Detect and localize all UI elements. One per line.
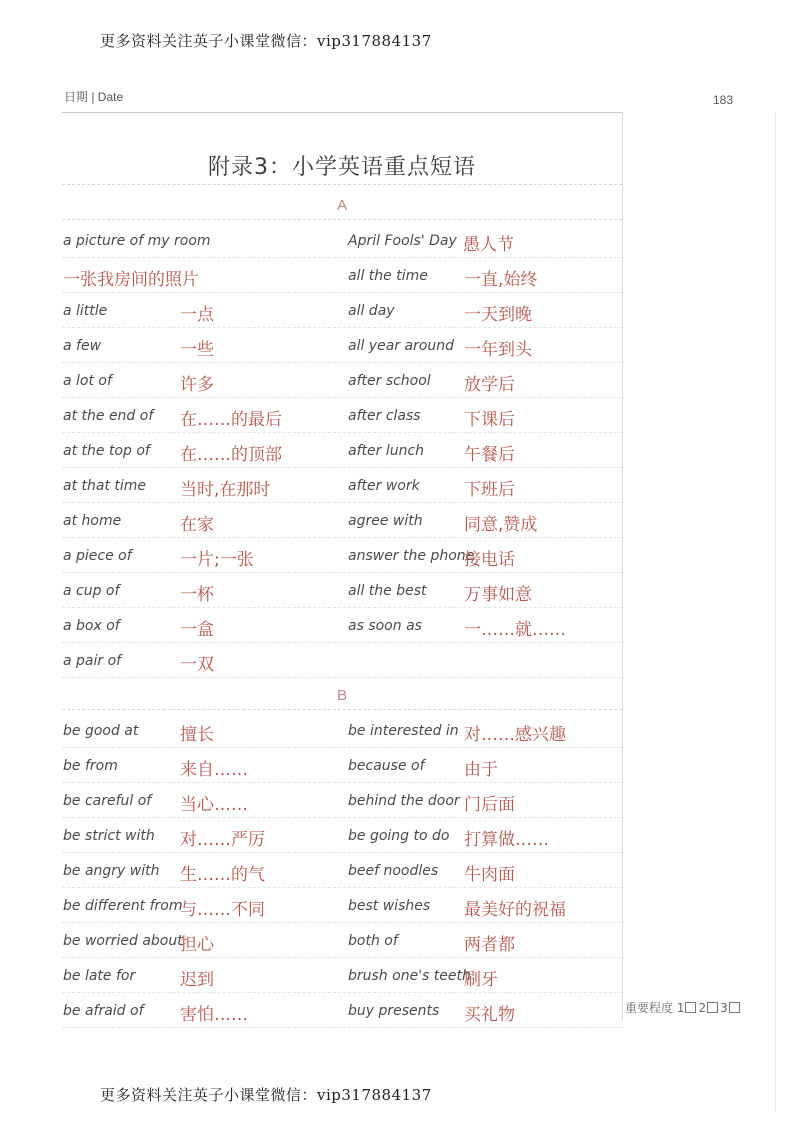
phrase-english: at home <box>63 513 122 529</box>
phrase-english: answer the phone <box>348 548 475 564</box>
phrase-chinese: 擅长 <box>180 725 214 745</box>
importance-rating <box>625 999 742 1016</box>
row-rule <box>62 502 622 503</box>
row-rule <box>62 887 622 888</box>
row-rule <box>62 292 622 293</box>
row-rule <box>62 537 622 538</box>
header-rule <box>62 112 622 113</box>
row-rule <box>62 257 622 258</box>
phrase-english: all day <box>348 303 395 319</box>
phrase-chinese: 一年到头 <box>464 340 532 360</box>
phrase-english: a piece of <box>63 548 132 564</box>
phrase-english: a few <box>63 338 102 354</box>
title-rule <box>62 184 622 185</box>
row-rule <box>62 432 622 433</box>
row-rule <box>62 957 622 958</box>
row-rule <box>62 852 622 853</box>
phrase-english: all the time <box>348 268 428 284</box>
checkbox-icon[interactable] <box>707 1002 718 1013</box>
phrase-english: be strict with <box>63 828 155 844</box>
phrase-english: beef noodles <box>348 863 439 879</box>
phrase-chinese: 打算做…… <box>464 830 549 850</box>
phrase-chinese: 当心…… <box>180 795 248 815</box>
importance-label: 重要程度 <box>625 1001 674 1015</box>
phrase-chinese: 午餐后 <box>464 445 515 465</box>
section-letter: A <box>336 197 347 214</box>
phrase-english: be worried about <box>63 933 183 949</box>
checkbox-icon[interactable] <box>729 1002 740 1013</box>
row-rule <box>62 642 622 643</box>
phrase-chinese: 放学后 <box>464 375 515 395</box>
phrase-chinese: 迟到 <box>180 970 214 990</box>
importance-level-3: 3 <box>720 1001 728 1015</box>
phrase-chinese: 由于 <box>464 760 498 780</box>
row-rule <box>62 467 622 468</box>
phrase-chinese: 下班后 <box>464 480 515 500</box>
phrase-chinese: 在家 <box>180 515 214 535</box>
phrase-chinese: 害怕…… <box>180 1005 248 1025</box>
page-number: 183 <box>713 93 734 107</box>
row-rule <box>62 572 622 573</box>
phrase-english: be afraid of <box>63 1003 144 1019</box>
phrase-chinese: 一点 <box>180 305 214 325</box>
phrase-chinese: 万事如意 <box>464 585 532 605</box>
margin-rule <box>622 112 623 1020</box>
phrase-chinese: 一……就…… <box>464 620 566 640</box>
phrase-english: both of <box>348 933 398 949</box>
section-rule <box>62 709 622 710</box>
phrase-chinese: 一片;一张 <box>180 550 254 570</box>
phrase-chinese: 一直,始终 <box>464 270 538 290</box>
phrase-english: after class <box>348 408 421 424</box>
phrase-chinese: 同意,赞成 <box>464 515 538 535</box>
row-rule <box>62 362 622 363</box>
phrase-english: be going to do <box>348 828 450 844</box>
phrase-english: after lunch <box>348 443 425 459</box>
importance-level-2: 2 <box>698 1001 707 1015</box>
phrase-chinese: 与……不同 <box>180 900 265 920</box>
date-label: 日期 | Date <box>64 90 124 104</box>
section-letter: B <box>336 687 347 704</box>
phrase-chinese: 在……的最后 <box>180 410 282 430</box>
phrase-english: be good at <box>63 723 139 739</box>
phrase-english: at the top of <box>63 443 150 459</box>
phrase-english: be from <box>63 758 118 774</box>
phrase-chinese: 一天到晚 <box>464 305 532 325</box>
phrase-chinese: 买礼物 <box>464 1005 515 1025</box>
row-rule <box>62 782 622 783</box>
phrase-english: be different from <box>63 898 183 914</box>
phrase-chinese: 一些 <box>180 340 214 360</box>
phrase-english: as soon as <box>348 618 422 634</box>
phrase-chinese: 接电话 <box>464 550 515 570</box>
phrase-chinese: 对……严厉 <box>180 830 265 850</box>
phrase-english: at that time <box>63 478 147 494</box>
row-rule <box>62 1027 622 1028</box>
phrase-chinese: 一盒 <box>180 620 214 640</box>
phrase-english: all year around <box>348 338 455 354</box>
phrase-english: agree with <box>348 513 423 529</box>
phrase-chinese: 门后面 <box>464 795 515 815</box>
phrase-chinese: 一张我房间的照片 <box>63 270 199 290</box>
row-rule <box>62 607 622 608</box>
section-rule <box>62 219 622 220</box>
phrase-chinese: 牛肉面 <box>464 865 515 885</box>
phrase-english: be careful of <box>63 793 152 809</box>
phrase-chinese: 许多 <box>180 375 214 395</box>
phrase-english: buy presents <box>348 1003 440 1019</box>
phrase-english: a picture of my room <box>63 233 211 249</box>
row-rule <box>62 677 622 678</box>
phrase-chinese: 愚人节 <box>463 235 514 255</box>
banner-bottom: 更多资料关注英子小课堂微信：vip317884137 <box>100 1086 432 1104</box>
checkbox-icon[interactable] <box>685 1002 696 1013</box>
phrase-chinese: 最美好的祝福 <box>464 900 566 920</box>
phrase-chinese: 下课后 <box>464 410 515 430</box>
phrase-english: be interested in <box>348 723 459 739</box>
phrase-english: a little <box>63 303 108 319</box>
page-title: 附录3：小学英语重点短语 <box>208 155 476 180</box>
phrase-english: be angry with <box>63 863 160 879</box>
phrase-english: behind the door <box>348 793 460 809</box>
row-rule <box>62 327 622 328</box>
phrase-chinese: 来自…… <box>180 760 248 780</box>
phrase-english: a cup of <box>63 583 120 599</box>
phrase-english: all the best <box>348 583 427 599</box>
phrase-chinese: 刷牙 <box>464 970 498 990</box>
phrase-chinese: 在……的顶部 <box>180 445 282 465</box>
phrase-chinese: 一杯 <box>180 585 214 605</box>
importance-level-1: 1 <box>676 1001 685 1015</box>
row-rule <box>62 397 622 398</box>
phrase-chinese: 两者都 <box>464 935 515 955</box>
phrase-english: a lot of <box>63 373 112 389</box>
phrase-english: April Fools' Day <box>348 233 457 249</box>
phrase-english: after school <box>348 373 431 389</box>
phrase-chinese: 担心 <box>180 935 214 955</box>
phrase-english: a pair of <box>63 653 122 669</box>
page-edge <box>775 112 776 1112</box>
banner-top: 更多资料关注英子小课堂微信：vip317884137 <box>100 32 432 50</box>
phrase-english: after work <box>348 478 420 494</box>
row-rule <box>62 922 622 923</box>
row-rule <box>62 992 622 993</box>
phrase-english: be late for <box>63 968 136 984</box>
phrase-chinese: 对……感兴趣 <box>464 725 566 745</box>
row-rule <box>62 747 622 748</box>
phrase-chinese: 当时,在那时 <box>180 480 271 500</box>
phrase-english: best wishes <box>348 898 431 914</box>
phrase-english: at the end of <box>63 408 154 424</box>
phrase-chinese: 生……的气 <box>180 865 265 885</box>
row-rule <box>62 817 622 818</box>
phrase-chinese: 一双 <box>180 655 214 675</box>
phrase-english: a box of <box>63 618 120 634</box>
phrase-english: because of <box>348 758 425 774</box>
phrase-english: brush one's teeth <box>348 968 471 984</box>
